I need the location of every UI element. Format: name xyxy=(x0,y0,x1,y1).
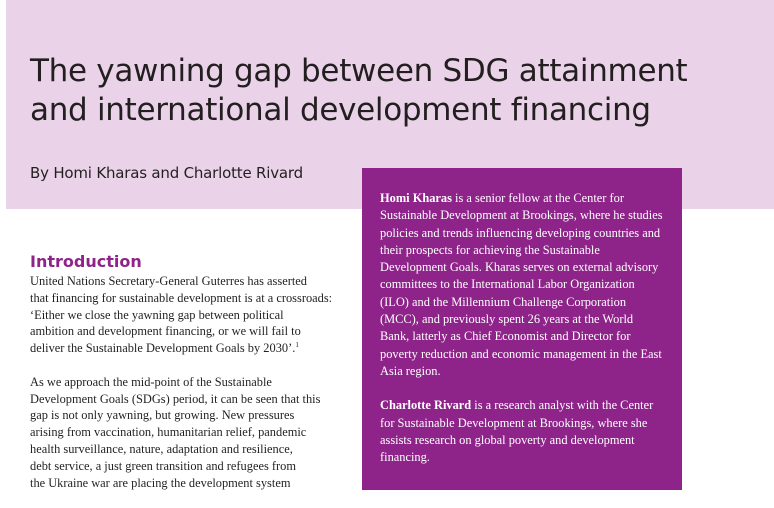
text-line: ambition and development financing, or we will fail to xyxy=(30,324,301,339)
paragraph xyxy=(30,374,352,492)
footnote-ref[interactable]: 1 xyxy=(295,341,299,350)
author-bio-text: is a research analyst with the Center for Sustainable Development at Brookings, where she assists research on global poverty and development financing. xyxy=(380,398,654,465)
author-bio-rivard xyxy=(380,397,664,466)
author-byline: By Homi Kharas and Charlotte Rivard xyxy=(30,164,303,182)
section-heading-introduction: Introduction xyxy=(30,252,142,271)
text-line: As we approach the mid-point of the Sustainable xyxy=(30,374,272,389)
text-line: ‘Either we close the yawning gap between political xyxy=(30,307,284,322)
author-bio-text: is a senior fellow at the Center for Sustainable Development at Brookings, where he studies policies and trends influencing developing countries and their prospects for achieving the Sustainable Development Goals. Kharas serves on external advisory committees to the International Labor Organization (ILO) and the Millennium Challenge Corporation (MCC), and previously spent 26 years at the World Bank, latterly as Chief Economist and Director for poverty reduction and economic management in the East Asia region. xyxy=(380,191,663,378)
text-line xyxy=(30,340,352,357)
author-name: Homi Kharas xyxy=(380,191,452,205)
author-bio-box xyxy=(362,168,682,490)
author-bio-kharas xyxy=(380,190,664,380)
text-line: that financing for sustainable development is at a crossroads: xyxy=(30,290,333,305)
title-line: The yawning gap between SDG attainment xyxy=(30,53,688,89)
text-line: health surveillance, nature, adaptation and resilience, xyxy=(30,441,293,456)
text-line: arising from vaccination, humanitarian relief, pandemic xyxy=(30,425,307,440)
text-line: the Ukraine war are placing the development system xyxy=(30,475,291,490)
text-line: Development Goals (SDGs) period, it can be seen that this xyxy=(30,391,321,406)
intro-body xyxy=(30,273,352,508)
author-name: Charlotte Rivard xyxy=(380,398,472,413)
text-line: United Nations Secretary-General Guterres has asserted xyxy=(30,274,307,288)
text-line: debt service, a just green transition and refugees from xyxy=(30,458,296,473)
title-line: and international development financing xyxy=(30,92,651,128)
text-line: gap is not only yawning, but growing. New pressures xyxy=(30,408,295,423)
paragraph xyxy=(30,273,352,357)
page-title xyxy=(30,52,750,130)
text-line-content: deliver the Sustainable Development Goals by 2030’. xyxy=(30,341,296,356)
